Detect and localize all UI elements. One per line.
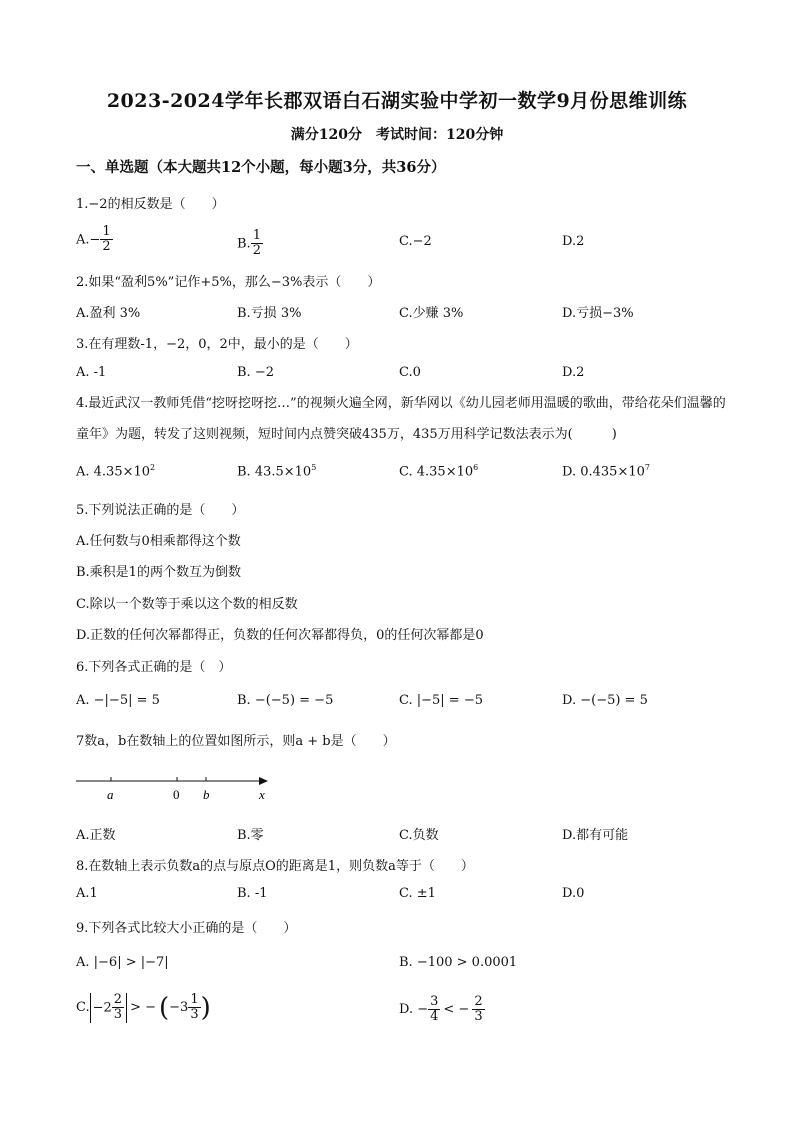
question-9-option-a: A. |−6| > |−7| [76, 955, 169, 970]
question-8-option-c: C. ±1 [399, 886, 436, 901]
question-7-option-c: C.负数 [399, 828, 439, 843]
question-4-stem: 4.最近武汉一教师凭借“挖呀挖呀挖…”的视频火遍全网，新华网以《幼儿园老师用温暖的歌曲，带给花朵们温馨的童年》为题，转发了这则视频，短时间内点赞突破435万，435万用科学记数法表示为( ) [76, 396, 726, 442]
question-8-stem: 8.在数轴上表示负数a的点与原点O的距离是1，则负数a等于（ ） [76, 859, 474, 874]
label-zero: 0 [173, 787, 180, 802]
question-2-stem: 2.如果“盈利5%”记作+5%，那么−3%表示（ ） [76, 275, 381, 290]
question-9-stem: 9.下列各式比较大小正确的是（ ） [76, 921, 297, 936]
question-3-option-d: D.2 [562, 365, 585, 380]
question-1-option-c: C.−2 [399, 234, 432, 249]
question-2-option-a: A.盈利 3% [76, 306, 141, 321]
question-4-option-d: D. $0.435\times 10^7$ [562, 463, 650, 480]
question-5-option-b: B.乘积是1的两个数互为倒数 [76, 565, 241, 580]
question-3-option-a: A. -1 [76, 365, 107, 380]
question-4-option-a: A. $4.35\times 10^2$ [76, 463, 156, 480]
question-6-option-c: C. |−5| = −5 [399, 693, 483, 708]
question-8-option-a: A.1 [76, 886, 98, 901]
question-7-option-d: D.都有可能 [562, 828, 629, 843]
label-x: x [259, 787, 265, 802]
label-b: b [203, 787, 210, 802]
question-6-stem: 6.下列各式正确的是（ ） [76, 660, 232, 675]
number-line-arrow [259, 777, 268, 785]
question-4-option-b: B. $43.5\times 10^5$ [237, 463, 317, 480]
question-2-option-b: B.亏损 3% [237, 306, 302, 321]
question-8-option-b: B. -1 [237, 886, 268, 901]
question-1-option-a: A.− $\frac{1}{2}$ [76, 224, 111, 255]
page-title: 2023-2024学年长郡双语白石湖实验中学初一数学9月份思维训练 [106, 90, 688, 112]
question-3-stem: 3.在有理数-1，−2，0，2中，最小的是（ ） [76, 337, 358, 352]
question-2-option-d: D.亏损−3% [562, 306, 634, 321]
question-9-option-b: B. −100 > 0.0001 [399, 955, 518, 970]
question-5-option-a: A.任何数与0相乘都得这个数 [76, 534, 241, 549]
abs-value-mixed-number: −2 $\frac{2}{3}$ [90, 993, 127, 1023]
question-7-stem: 7数a，b在数轴上的位置如图所示，则a + b是（ ） [76, 734, 396, 749]
question-3-option-c: C.0 [399, 365, 421, 380]
question-2-option-c: C.少赚 3% [399, 306, 464, 321]
question-7-option-b: B.零 [237, 828, 264, 843]
question-5-stem: 5.下列说法正确的是（ ） [76, 503, 245, 518]
question-8-option-d: D.0 [562, 886, 585, 901]
question-5-option-d: D.正数的任何次幂都得正，负数的任何次幂都得负，0的任何次幂都是0 [76, 628, 484, 643]
question-3-option-b: B. −2 [237, 365, 274, 380]
exam-info: 满分120分 考试时间：120分钟 [290, 127, 504, 143]
question-6-option-a: A. −|−5| = 5 [76, 693, 160, 708]
number-line-figure [72, 772, 272, 808]
question-9-option-d: D. − $\frac{3}{4}$ < − $\frac{2}{3}$ [399, 994, 483, 1025]
question-7-option-a: A.正数 [76, 828, 116, 843]
question-1-option-b: B. $\frac{1}{2}$ [237, 228, 261, 259]
question-5-option-c: C.除以一个数等于乘以这个数的相反数 [76, 597, 298, 612]
question-4-option-c: C. $4.35\times 10^6$ [399, 463, 479, 480]
question-1-option-d: D.2 [562, 234, 585, 249]
question-6-option-b: B. −(−5) = −5 [237, 693, 334, 708]
section-heading: 一、单选题（本大题共12个小题，每小题3分，共36分） [76, 159, 446, 176]
question-9-option-c: C. −2 $\frac{2}{3}$ > − ( −3 $\frac{1}{3}$ ) [76, 992, 211, 1023]
question-6-option-d: D. −(−5) = 5 [562, 693, 648, 708]
label-a: a [107, 787, 114, 802]
question-1-stem: 1.−2的相反数是（ ） [76, 197, 225, 212]
